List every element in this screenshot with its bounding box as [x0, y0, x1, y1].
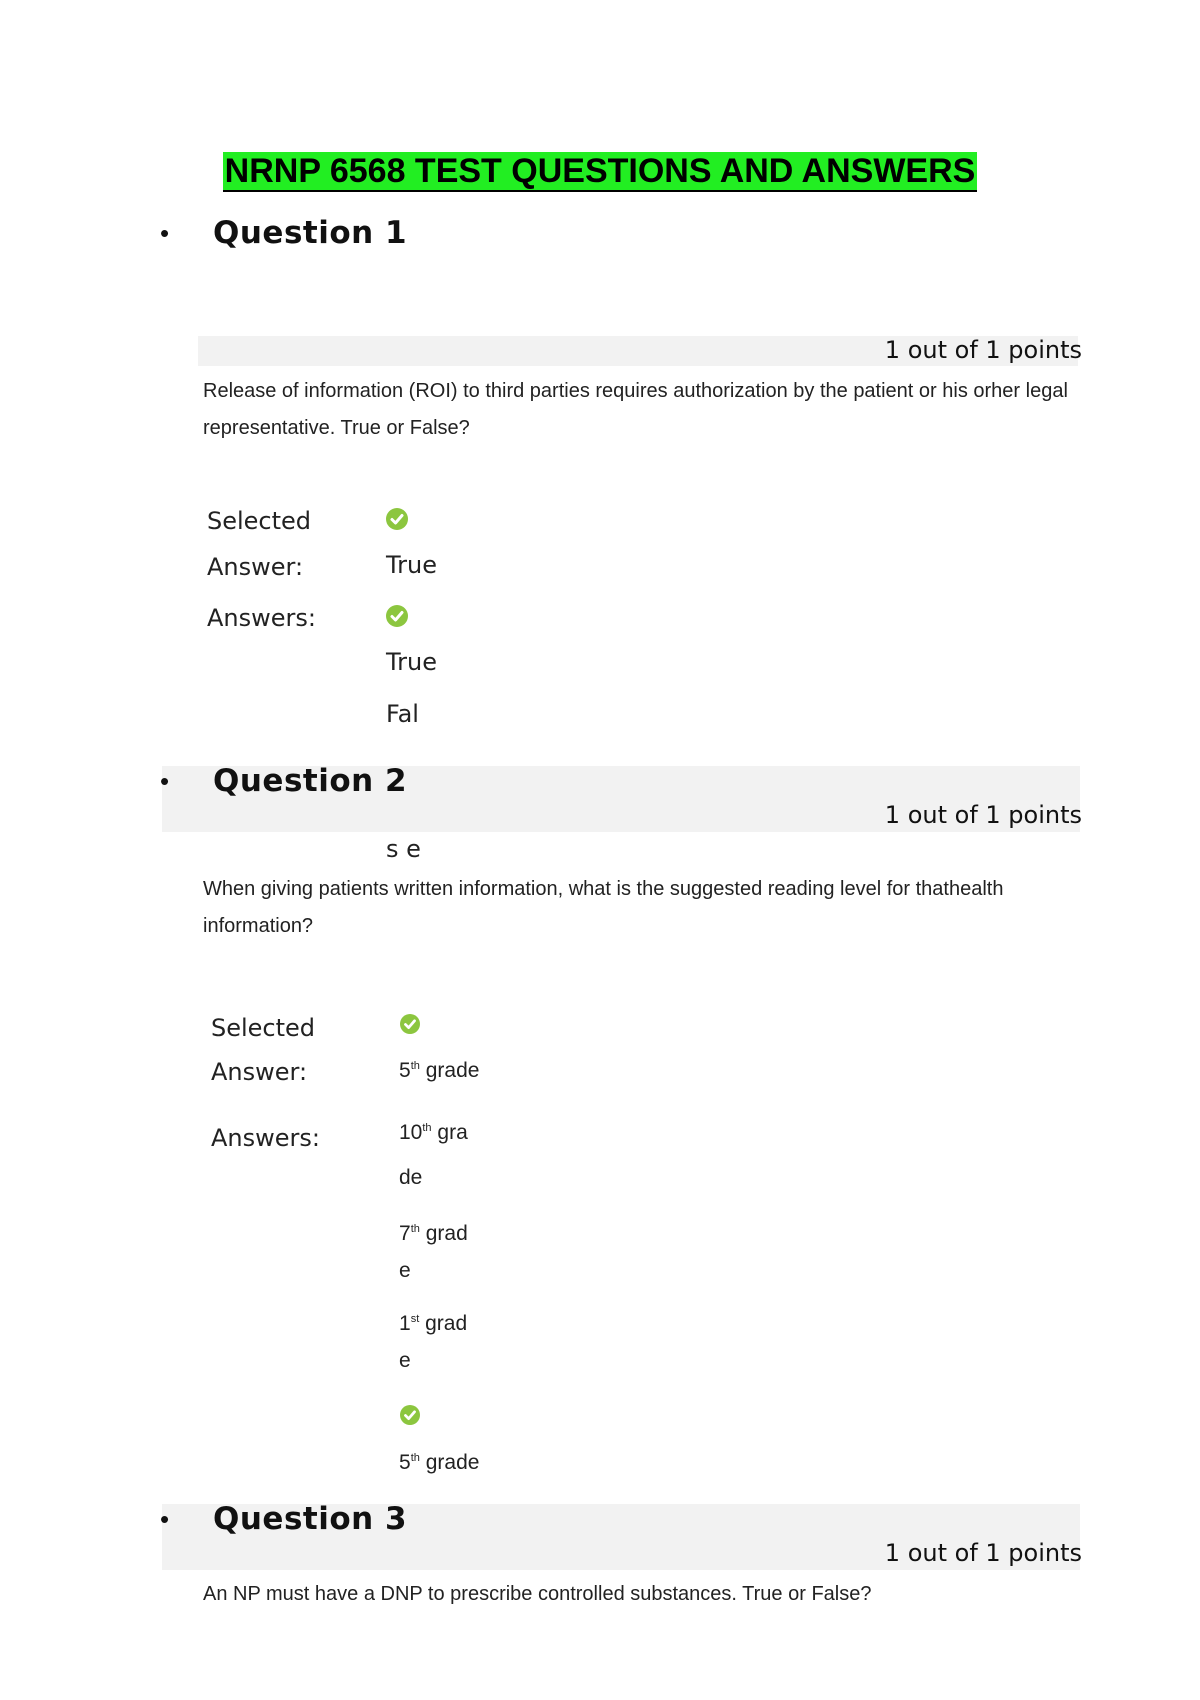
q2-selected-label: Selected	[211, 1014, 316, 1042]
bullet-question-2: •	[160, 766, 170, 796]
q2-answer-option: 7th grad	[399, 1222, 468, 1245]
question-2-title: Question 2	[213, 763, 408, 799]
check-circle-icon	[386, 508, 408, 530]
check-circle-icon	[400, 1405, 420, 1425]
q2-answer-option: 1st grad	[399, 1312, 468, 1335]
question-1-title: Question 1	[213, 215, 408, 251]
question-3-points: 1 out of 1 points	[884, 1539, 1082, 1567]
question-2-points: 1 out of 1 points	[884, 801, 1082, 829]
check-circle-icon	[386, 605, 408, 627]
q1-selected-answer: True	[386, 551, 437, 579]
q1-answers-label: Answers:	[207, 604, 316, 632]
bullet-question-1: •	[160, 218, 170, 248]
question-2-text: When giving patients written information, what is the suggested reading level for thathealth information?	[203, 878, 1004, 937]
question-1-text: Release of information (ROI) to third parties requires authorization by the patient or his orher legal representative. True or False?	[203, 380, 1068, 439]
question-3-text: An NP must have a DNP to prescribe controlled substances. True or False?	[203, 1583, 872, 1605]
question-3-title: Question 3	[213, 1501, 408, 1537]
q1-selected-label: Selected	[207, 507, 312, 535]
q2-answer-option-continued: de	[399, 1166, 423, 1189]
q2-answers-label: Answers:	[211, 1124, 320, 1152]
q2-answer-option-continued: e	[399, 1349, 411, 1372]
q2-answer-option-continued: e	[399, 1259, 411, 1282]
q2-answer-option: 10th gra	[399, 1121, 468, 1144]
question-1-points: 1 out of 1 points	[884, 336, 1082, 364]
q1-answer-option-continued: s e	[386, 835, 421, 863]
q2-answer-label: Answer:	[211, 1058, 308, 1086]
document-title-wrap	[0, 152, 1200, 192]
q1-answer-label: Answer:	[207, 553, 304, 581]
bullet-question-3: •	[160, 1504, 170, 1534]
q2-selected-answer: 5th grade	[399, 1059, 480, 1082]
q2-answer-option: 5th grade	[399, 1451, 480, 1474]
check-circle-icon	[400, 1014, 420, 1034]
q1-answer-option: Fal	[386, 700, 419, 728]
document-title: NRNP 6568 TEST QUESTIONS AND ANSWERS	[224, 152, 976, 190]
q1-answer-option: True	[386, 648, 437, 676]
